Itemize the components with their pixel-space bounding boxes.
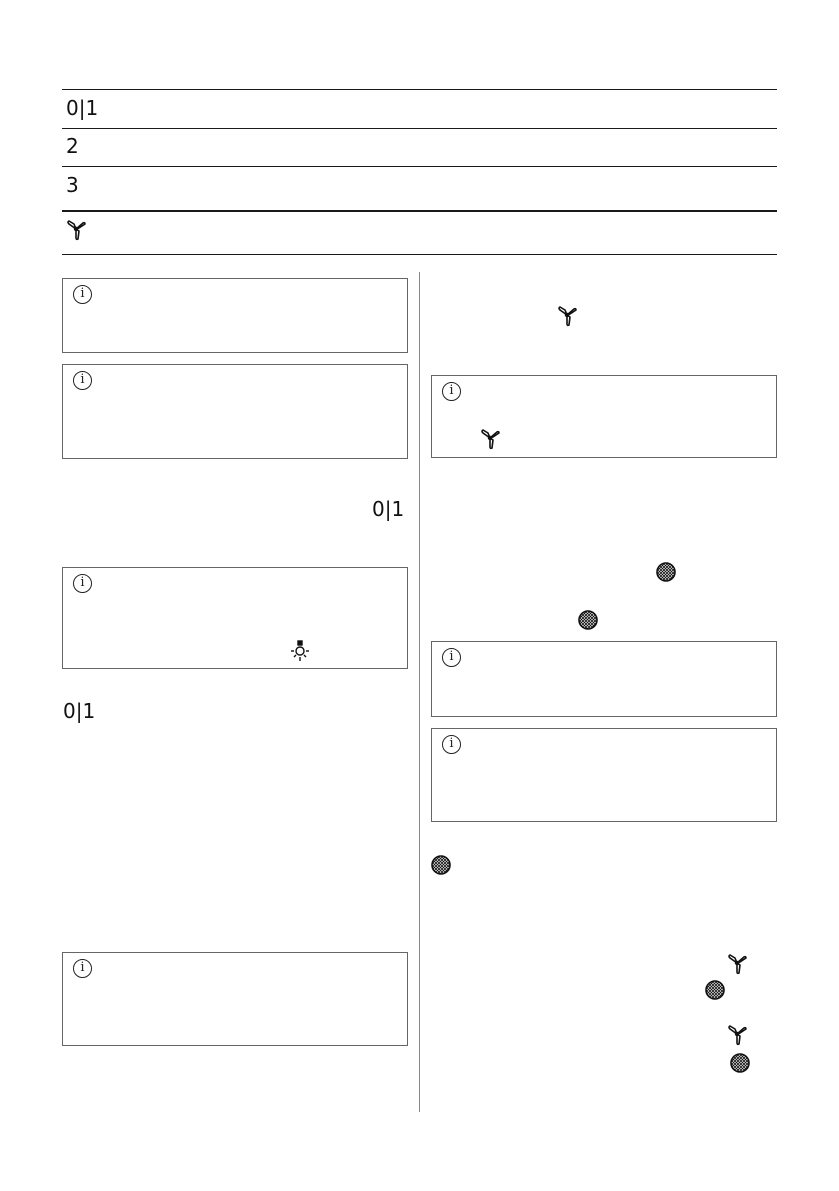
on-off-symbol: 0|1 <box>66 96 99 120</box>
filter-icon <box>704 979 726 1001</box>
column-divider <box>419 272 420 1112</box>
info-icon: i <box>73 574 92 593</box>
fan-icon <box>727 1024 747 1046</box>
info-note <box>431 641 777 717</box>
info-icon: i <box>73 371 92 390</box>
filter-icon <box>729 1052 751 1074</box>
level-3-symbol: 3 <box>66 173 79 197</box>
light-icon <box>289 640 311 662</box>
table-rule-thick <box>62 210 777 212</box>
info-icon: i <box>442 382 461 401</box>
table-rule-top <box>62 89 777 90</box>
fan-icon <box>66 219 86 241</box>
filter-icon <box>430 854 452 876</box>
table-rule <box>62 166 777 167</box>
fan-icon <box>480 428 500 450</box>
fan-icon <box>557 305 577 327</box>
table-rule <box>62 128 777 129</box>
filter-icon <box>655 561 677 583</box>
table-rule-bottom <box>62 254 777 255</box>
info-note <box>62 278 408 353</box>
filter-icon <box>577 609 599 631</box>
info-icon: i <box>442 648 461 667</box>
info-note <box>431 728 777 822</box>
info-note <box>62 952 408 1046</box>
info-note <box>62 364 408 459</box>
info-note <box>431 375 777 458</box>
info-icon: i <box>73 285 92 304</box>
info-icon: i <box>73 959 92 978</box>
fan-icon <box>727 953 747 975</box>
info-note <box>62 567 408 669</box>
on-off-symbol: 0|1 <box>63 699 96 723</box>
info-icon: i <box>442 735 461 754</box>
on-off-symbol: 0|1 <box>372 497 405 521</box>
level-2-symbol: 2 <box>66 134 79 158</box>
